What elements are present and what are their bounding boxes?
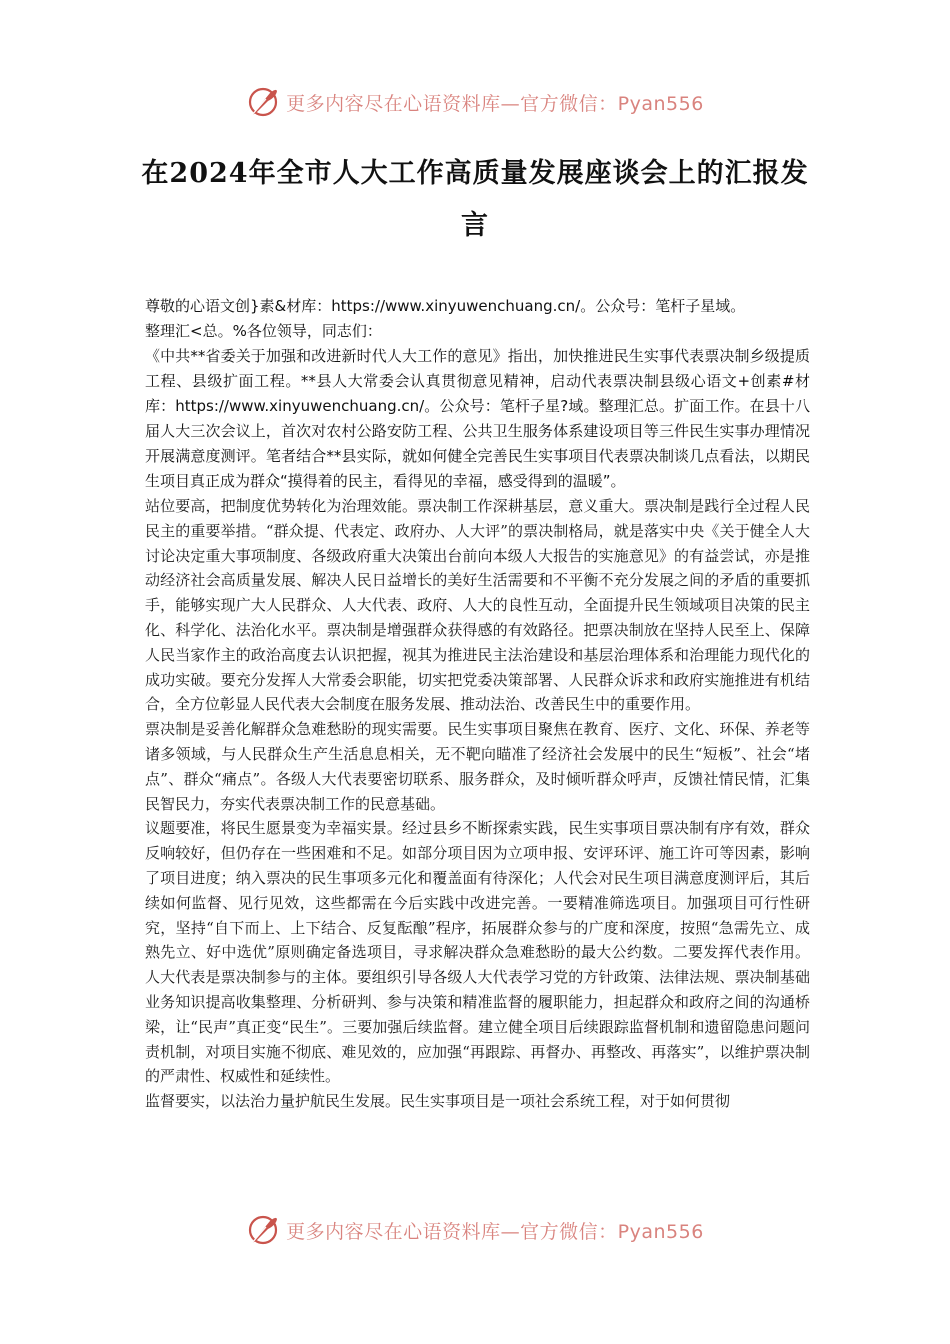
- banner-text: [286, 89, 704, 116]
- intro-line-2: 整理汇<总。%各位领导，同志们：: [145, 322, 382, 340]
- banner-label: 更多内容尽在心语资料库—官方微信：: [286, 92, 618, 115]
- banner-text: [286, 1217, 704, 1244]
- body-paragraph-4: 监督要实，以法治力量护航民生发展。民生实事项目是一项社会系统工程，对于如何贯彻: [145, 1092, 731, 1111]
- document-body: [145, 294, 810, 1114]
- wechat-id: Pyan556: [617, 92, 704, 115]
- feather-pen-logo-icon: [246, 1213, 280, 1247]
- body-paragraph-2: 票决制是妥善化解群众急难愁盼的现实需要。民生实事项目聚焦在教育、医疗、文化、环保、养老等诸多领域，与人民群众生产生活息息相关，无不靶向瞄准了经济社会发展中的民生“短板”、社会“堵点”、群众“痛点”。各级人大代表要密切联系、服务群众，及时倾听群众呼声，反馈社情民情，汇集民智民力，夯实代表票决制工作的民意基础。: [145, 720, 810, 813]
- body-paragraph-3: 议题要准，将民生愿景变为幸福实景。经过县乡不断探索实践，民生实事项目票决制有序有效，群众反响较好，但仍存在一些困难和不足。如部分项目因为立项申报、安评环评、施工许可等因素，影响了项目进度；纳入票决的民生事项多元化和覆盖面有待深化；人代会对民生项目满意度测评后，其后续如何监督、见行见效，这些都需在今后实践中改进完善。一要精准筛选项目。加强项目可行性研究，坚持“自下而上、上下结合、反复酝酿”程序，拓展群众参与的广度和深度，按照“急需先立、成熟先立、好中选优”原则确定备选项目，寻求解决群众急难愁盼的最大公约数。二要发挥代表作用。人大代表是票决制参与的主体。要组织引导各级人大代表学习党的方针政策、法律法规、票决制基础业务知识提高收集整理、分析研判、参与决策和精准监督的履职能力，担起群众和政府之间的沟通桥梁，让“民声”真正变“民生”。三要加强后续监督。建立健全项目后续跟踪监督机制和遗留隐患问题问责机制，对项目实施不彻底、难见效的，应加强“再跟踪、再督办、再整改、再落实”，以维护票决制的严肃性、权威性和延续性。: [145, 819, 810, 1086]
- intro-paragraph: 《中共**省委关于加强和改进新时代人大工作的意见》指出，加快推进民生实事代表票决制乡级提质工程、县级扩面工程。**县人大常委会认真贯彻意见精神，启动代表票决制县级心语文+创素#材库：https://www.xinyuwenchuang.cn/。公众号：笔杆子星?域。整理汇总。扩面工作。在县十八届人大三次会议上，首次对农村公路安防工程、公共卫生服务体系建设项目等三件民生实事办理情况开展满意度测评。笔者结合**县实际，就如何健全完善民生实事项目代表票决制谈几点看法，以期民生项目真正成为群众“摸得着的民主，看得见的幸福，感受得到的温暖”。: [145, 347, 810, 490]
- banner-label: 更多内容尽在心语资料库—官方微信：: [286, 1220, 618, 1243]
- intro-line-1: 尊敬的心语文创}素&材库：https://www.xinyuwenchuang.cn/。公众号：笔杆子星域。: [145, 297, 746, 315]
- document-title: 在2024年全市人大工作高质量发展座谈会上的汇报发言: [141, 158, 809, 241]
- footer-banner[interactable]: [0, 1210, 950, 1250]
- body-paragraph-1: 站位要高，把制度优势转化为治理效能。票决制工作深耕基层，意义重大。票决制是践行全过程人民民主的重要举措。“群众提、代表定、政府办、人大评”的票决制格局，就是落实中央《关于健全人大讨论决定重大事项制度、各级政府重大决策出台前向本级人大报告的实施意见》的有益尝试，亦是推动经济社会高质量发展、解决人民日益增长的美好生活需要和不平衡不充分发展之间的矛盾的重要抓手，能够实现广大人民群众、人大代表、政府、人大的良性互动，全面提升民生领域项目决策的民主化、科学化、法治化水平。票决制是增强群众获得感的有效路径。把票决制放在坚持人民至上、保障人民当家作主的政治高度去认识把握，视其为推进民主法治建设和基层治理体系和治理能力现代化的成功实破。要充分发挥人大常委会职能，切实把党委决策部署、人民群众诉求和政府实施推进有机结合，全方位彰显人民代表大会制度在服务发展、推动法治、改善民生中的重要作用。: [145, 497, 810, 714]
- header-banner[interactable]: [0, 82, 950, 122]
- wechat-id: Pyan556: [617, 1220, 704, 1243]
- feather-pen-logo-icon: [246, 85, 280, 119]
